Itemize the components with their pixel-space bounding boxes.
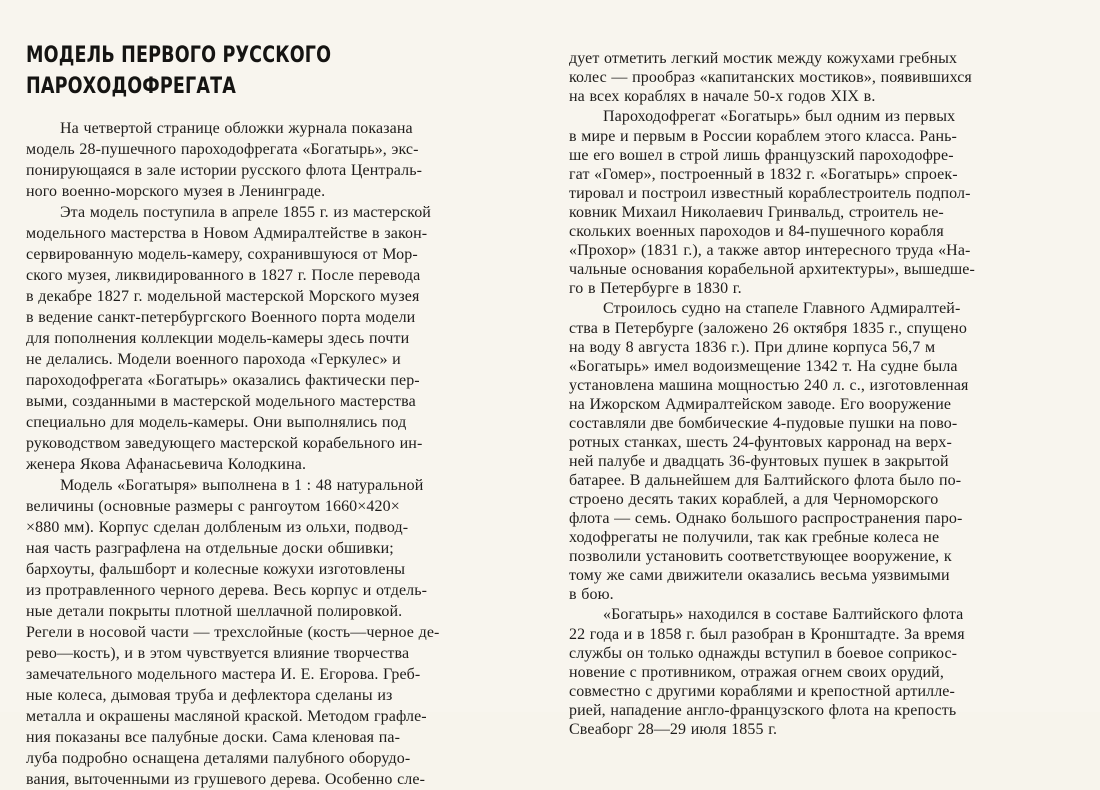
- paragraph-line: рией, нападение англо-французского флота на крепость: [569, 702, 957, 719]
- paragraph-line: Пароходофрегат «Богатырь» был одним из первых: [603, 108, 956, 125]
- paragraph-line: не делались. Модели военного парохода «Геркулес» и: [26, 351, 401, 368]
- paragraph-line: На четвертой странице обложки журнала показана: [60, 120, 413, 137]
- paragraph-line: Строилось судно на стапеле Главного Адмиралтей-: [603, 300, 961, 317]
- paragraph-line: скольких военных пароходов и 84-пушечного корабля: [569, 223, 944, 240]
- paragraph-line: понирующаяся в зале истории русского флота Централь-: [26, 162, 423, 179]
- paragraph-line: дует отметить легкий мостик между кожухами гребных: [569, 50, 958, 67]
- paragraph-line: «Богатырь» находился в составе Балтийского флота: [603, 606, 964, 623]
- paragraph-line: тому же сами движители оказались весьма уязвимыми: [569, 567, 950, 584]
- paragraph-line: выми, созданными в мастерской модельного мастерства: [26, 393, 416, 410]
- paragraph-line: рево—кость), и в этом чувствуется влияние творчества: [26, 645, 410, 662]
- paragraph-line: колес — прообраз «капитанских мостиков», появившихся: [569, 69, 972, 86]
- paragraph-line: ная часть разграфлена на отдельные доски обшивки;: [26, 540, 394, 557]
- paragraph-line: Регели в носовой части — трехслойные (кость—черное де-: [26, 624, 440, 641]
- paragraph-line: из протравленного черного дерева. Весь корпус и отдель-: [26, 582, 428, 599]
- paragraph-line: в декабре 1827 г. модельной мастерской Морского музея: [26, 288, 420, 305]
- paragraph-line: в мире и первым в России кораблем этого класса. Рань-: [569, 128, 957, 145]
- paragraph-line: «Прохор» (1831 г.), а также автор интересного труда «На-: [569, 242, 971, 259]
- paragraph-line: сервированную модель-камеру, сохранившуюся от Мор-: [26, 246, 418, 263]
- paragraph-line: новение с противником, отражая огнем своих орудий,: [569, 664, 944, 681]
- paragraph-line: в ведение санкт-петербургского Военного порта модели: [26, 309, 416, 326]
- paragraph-line: чальные основания корабельной архитектуры», вышедше-: [569, 261, 975, 278]
- paragraph-line: металла и окрашены масляной краской. Методом графле-: [26, 708, 427, 725]
- paragraph-line: установлена машина мощностью 240 л. с., изготовленная: [569, 377, 969, 394]
- paragraph-line: батарее. В дальнейшем для Балтийского флота было по-: [569, 472, 962, 489]
- paragraph-line: тировал и построил известный кораблестроитель подпол-: [569, 185, 971, 202]
- paragraph-line: Свеаборг 28—29 июля 1855 г.: [569, 721, 778, 738]
- paragraph-line: ней палубе и двадцать 36-фунтовых пушек в закрытой: [569, 453, 949, 470]
- paragraph-line: ства в Петербурге (заложено 26 октября 1835 г., спущено: [569, 320, 967, 337]
- paragraph-line: ходофрегаты не получили, так как гребные колеса не: [569, 529, 940, 546]
- paragraph-line: руководством заведующего мастерской корабельного ин-: [26, 435, 423, 452]
- paragraph-line: величины (основные размеры с рангоутом 1660×420×: [26, 498, 400, 515]
- paragraph-line: ного военно-морского музея в Ленинграде.: [26, 183, 326, 200]
- paragraph-line: женера Якова Афанасьевича Колодкина.: [26, 456, 307, 473]
- paragraph-line: ния показаны все палубные доски. Сама кленовая па-: [26, 729, 400, 746]
- paragraph-line: Модель «Богатыря» выполнена в 1 : 48 натуральной: [60, 477, 424, 494]
- paragraph-line: составляли две бомбические 4-пудовые пушки на пово-: [569, 415, 958, 432]
- paragraph-line: бархоуты, фальшборт и колесные кожухи изготовлены: [26, 561, 406, 578]
- paragraph-line: службы он только однажды вступил в боевое соприкос-: [569, 645, 958, 662]
- paragraph-line: специально для модель-камеры. Они выполнялись под: [26, 414, 407, 431]
- paragraph-line: ше его вошел в строй лишь французский пароходофре-: [569, 147, 954, 164]
- article-title-line-1: МОДЕЛЬ ПЕРВОГО РУССКОГО: [26, 42, 332, 68]
- paragraph-line: ные детали покрыты плотной шеллачной полировкой.: [26, 603, 403, 620]
- paragraph-line: го в Петербурге в 1830 г.: [569, 280, 742, 297]
- paragraph-line: модель 28-пушечного пароходофрегата «Богатырь», экс-: [26, 141, 419, 158]
- paragraph-line: ского музея, ликвидированного в 1827 г. После перевода: [26, 267, 421, 284]
- paragraph-line: модельного мастерства в Новом Адмиралтействе в закон-: [26, 225, 428, 242]
- paragraph-line: Эта модель поступила в апреле 1855 г. из мастерской: [60, 204, 431, 221]
- paragraph-line: «Богатырь» имел водоизмещение 1342 т. На судне была: [569, 358, 958, 375]
- paragraph-line: на всех кораблях в начале 50-х годов XIX в.: [569, 88, 876, 105]
- paragraph-line: ротных станках, шесть 24-фунтовых карронад на верх-: [569, 434, 952, 451]
- paragraph-line: луба подробно оснащена деталями палубного оборудо-: [26, 750, 411, 767]
- paragraph-line: на Ижорском Адмиралтейском заводе. Его вооружение: [569, 396, 952, 413]
- paragraph-line: вания, выточенными из грушевого дерева. Особенно сле-: [26, 771, 425, 788]
- paragraph-line: совместно с другими кораблями и крепостной артилле-: [569, 683, 955, 700]
- paragraph-line: ×880 мм). Корпус сделан долбленым из ольхи, подвод-: [26, 519, 409, 536]
- paragraph-line: гат «Гомер», построенный в 1832 г. «Богатырь» спроек-: [569, 166, 958, 183]
- paragraph-line: флота — семь. Однако большого распространения паро-: [569, 510, 963, 527]
- paragraph-line: пароходофрегата «Богатырь» оказались фактически пер-: [26, 372, 420, 389]
- paragraph-line: ковник Михаил Николаевич Гринвальд, строитель не-: [569, 204, 944, 221]
- paragraph-line: замечательного модельного мастера И. Е. Егорова. Греб-: [26, 666, 421, 683]
- paragraph-line: строено десять таких кораблей, а для Черноморского: [569, 491, 939, 508]
- paragraph-line: в бою.: [569, 586, 614, 603]
- paragraph-line: для пополнения коллекции модель-камеры здесь почти: [26, 330, 410, 347]
- article-title: [26, 40, 432, 102]
- article-title-line-2: ПАРОХОДОФРЕГАТА: [26, 73, 236, 99]
- paragraph-line: позволили установить соответствующее вооружение, к: [569, 548, 952, 565]
- paragraph-line: 22 года и в 1858 г. был разобран в Кронштадте. За время: [569, 626, 965, 643]
- paragraph-line: на воду 8 августа 1836 г.). При длине корпуса 56,7 м: [569, 339, 936, 356]
- paragraph-line: ные колеса, дымовая труба и дефлектора сделаны из: [26, 687, 393, 704]
